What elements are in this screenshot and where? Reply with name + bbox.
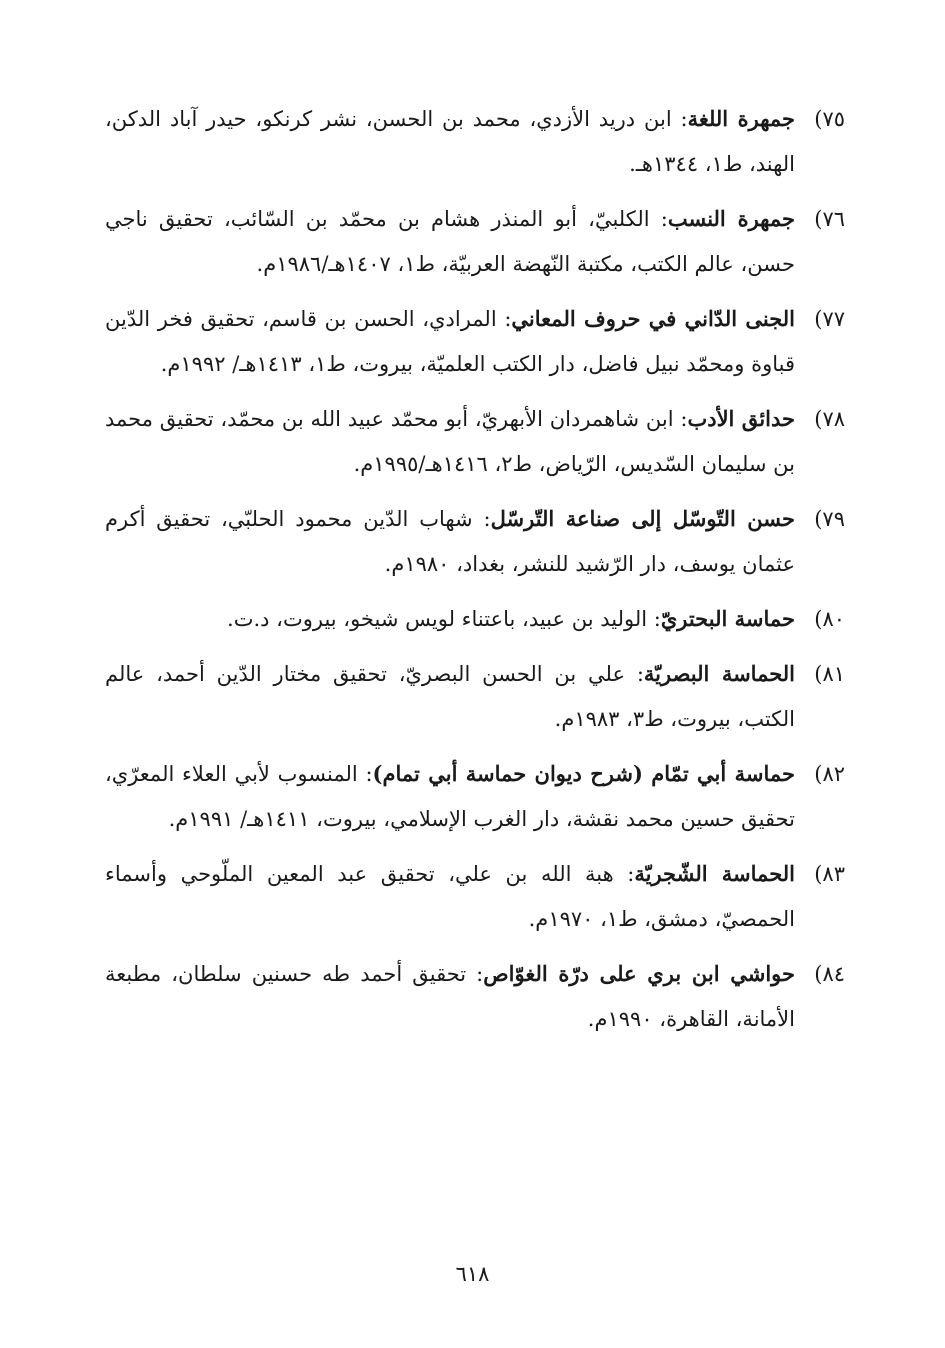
entry-details: : شهاب الدّين محمود الحلبّي، تحقيق أكرم عثمان يوسف، دار الرّشيد للنشر، بغداد، ١٩٨٠م.	[105, 507, 795, 576]
bibliography-entry	[105, 751, 845, 842]
entry-title: حماسة البحتريّ	[660, 606, 795, 631]
entry-number: ٨٣)	[814, 862, 845, 886]
entry-number: ٨٠)	[814, 607, 845, 631]
entry-number: ٧٧)	[814, 307, 845, 331]
bibliography-entry	[105, 396, 845, 487]
entry-number: ٧٦)	[814, 207, 845, 231]
entry-title: حسن التّوسّل إلى صناعة التّرسّل	[490, 506, 795, 531]
bibliography-entry	[105, 296, 845, 387]
entry-number: ٨١)	[814, 662, 845, 686]
entry-number: ٧٩)	[814, 507, 845, 531]
entry-title: الحماسة البصريّة	[643, 661, 795, 686]
entry-details: : ابن دريد الأزدي، محمد بن الحسن، نشر كرنكو، حيدر آباد الدكن، الهند، ط١، ١٣٤٤هـ.	[105, 107, 795, 176]
entry-number: ٨٢)	[814, 762, 845, 786]
entry-title: جمهرة النسب	[667, 206, 795, 231]
bibliography-entry	[105, 596, 845, 642]
bibliography-list	[105, 96, 845, 1051]
entry-details: : الكلبيّ، أبو المنذر هشام بن محمّد بن السّائب، تحقيق ناجي حسن، عالم الكتب، مكتبة النّهضة العربيّة، ط١، ١٤٠٧هـ/١٩٨٦م.	[105, 207, 795, 276]
entry-details: : تحقيق أحمد طه حسنين سلطان، مطبعة الأمانة، القاهرة، ١٩٩٠م.	[105, 962, 795, 1031]
entry-number: ٧٥)	[814, 107, 845, 131]
page-number: ٦١٨	[455, 1262, 490, 1286]
bibliography-entry	[105, 951, 845, 1042]
entry-title: حدائق الأدب	[687, 406, 795, 431]
entry-number: ٨٤)	[814, 962, 845, 986]
entry-details: : هبة الله بن علي، تحقيق عبد المعين الملّوحي وأسماء الحمصيّ، دمشق، ط١، ١٩٧٠م.	[105, 862, 795, 931]
entry-details: : علي بن الحسن البصريّ، تحقيق مختار الدّين أحمد، عالم الكتب، بيروت، ط٣، ١٩٨٣م.	[105, 662, 795, 731]
entry-title: جمهرة اللغة	[687, 106, 795, 131]
bibliography-entry	[105, 496, 845, 587]
bibliography-entry	[105, 196, 845, 287]
bibliography-entry	[105, 96, 845, 187]
entry-details: : المرادي، الحسن بن قاسم، تحقيق فخر الدّين قباوة ومحمّد نبيل فاضل، دار الكتب العلميّة، بيروت، ط١، ١٤١٣هـ/ ١٩٩٢م.	[105, 307, 795, 376]
entry-details: : ابن شاهمردان الأبهريّ، أبو محمّد عبيد الله بن محمّد، تحقيق محمد بن سليمان السّديس، الرّياض، ط٢، ١٤١٦هـ/١٩٩٥م.	[105, 407, 795, 476]
bibliography-entry	[105, 851, 845, 942]
entry-title: حواشي ابن بري على درّة الغوّاص	[483, 961, 795, 986]
bibliography-entry	[105, 651, 845, 742]
entry-title: الجنى الدّاني في حروف المعاني	[511, 306, 795, 331]
entry-details: : الوليد بن عبيد، باعتناء لويس شيخو، بيروت، د.ت.	[227, 607, 661, 631]
entry-number: ٧٨)	[814, 407, 845, 431]
entry-title: حماسة أبي تمّام (شرح ديوان حماسة أبي تمام)	[372, 761, 795, 786]
entry-title: الحماسة الشّجريّة	[634, 861, 795, 886]
entry-details: : المنسوب لأبي العلاء المعرّي، تحقيق حسين محمد نقشة، دار الغرب الإسلامي، بيروت، ١٤١١هـ/ ١٩٩١م.	[105, 762, 795, 831]
